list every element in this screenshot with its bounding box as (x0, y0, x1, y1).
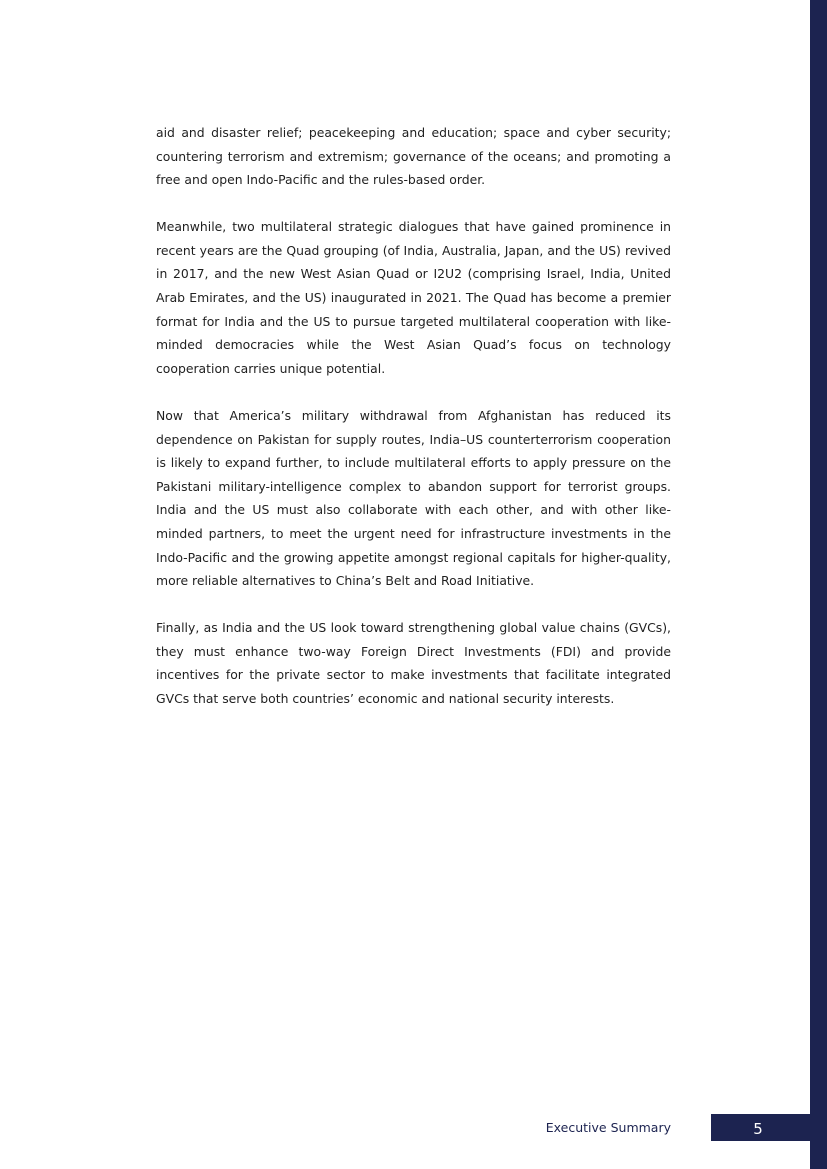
footer-section-label: Executive Summary (545, 1120, 671, 1135)
side-accent-bar (810, 0, 827, 1169)
paragraph-3: Now that America’s military withdrawal from Afghanistan has reduced its dependence on Pakistan for supply routes, India–US counterterrorism cooperation is likely to expand further, to include multilateral efforts to apply pressure on the Pakistani military-intelligence complex to abandon support for terrorist groups. India and the US must also collaborate with each other, and with other like-minded partners, to meet the urgent need for infrastructure investments in the Indo-Pacific and the growing appetite amongst regional capitals for higher-quality, more reliable alternatives to China’s Belt and Road Initiative. (156, 407, 671, 589)
page-number: 5 (753, 1120, 763, 1138)
page-number-box (711, 1114, 810, 1141)
paragraph-4: Finally, as India and the US look toward strengthening global value chains (GVCs), they must enhance two-way Foreign Direct Investments (FDI) and provide incentives for the private sector to make investments that facilitate integrated GVCs that serve both countries’ economic and national security interests. (156, 620, 671, 706)
paragraph-2: Meanwhile, two multilateral strategic dialogues that have gained prominence in recent years are the Quad grouping (of India, Australia, Japan, and the US) revived in 2017, and the new West Asian Quad or I2U2 (comprising Israel, India, United Arab Emirates, and the US) inaugurated in 2021. The Quad has become a premier format for India and the US to pursue targeted multilateral cooperation with like-minded democracies while the West Asian Quad’s focus on technology cooperation carries unique potential. (156, 219, 671, 376)
main-content (156, 121, 671, 734)
paragraph-1: aid and disaster relief; peacekeeping and education; space and cyber security; countering terrorism and extremism; governance of the oceans; and promoting a free and open Indo-Pacific and the rules-based order. (156, 125, 671, 188)
